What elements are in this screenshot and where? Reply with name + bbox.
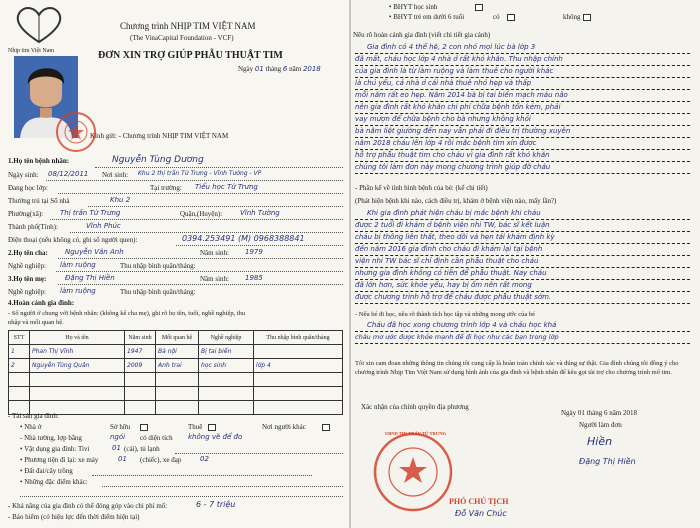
stamp-title: PHÓ CHỦ TỊCH — [449, 497, 509, 506]
school-value: Tiểu học Tứ Trưng — [195, 183, 258, 191]
mother-label: 3.Họ tên mẹ: — [8, 275, 47, 283]
ward-value: Thị trấn Tứ Trưng — [60, 209, 121, 217]
wall-label: - Nhà tường, lợp bằng — [20, 434, 82, 442]
own-checkbox[interactable] — [140, 424, 148, 431]
rent-label: Thuê — [188, 423, 203, 431]
ward-label: Phường(xã): — [8, 210, 44, 218]
father-job: làm ruộng — [60, 261, 96, 269]
logo-text: Nhịp tim Việt Nam — [8, 48, 55, 54]
aspiration-label: - Nếu bé đi học, nêu rõ thành tích học tập và những mong ước của bé — [355, 311, 535, 318]
possession-rest: (cái), tủ lạnh — [124, 445, 160, 453]
table-row — [9, 387, 343, 401]
school-prefix: Tại trường: — [150, 184, 182, 192]
aspiration-line2: cháu mơ ước được khỏe mạnh để đi học như các bạn trong lớp — [355, 333, 559, 341]
contribution-value: 6 - 7 triệu — [196, 500, 236, 509]
address-label: Thường trú tại Số nhà — [8, 197, 70, 205]
own-label: Sở hữu — [110, 423, 131, 431]
district-label: Quận,(Huyện): — [180, 210, 223, 218]
phone-value: 0394.253491 (M) 0968388841 — [182, 234, 305, 243]
table-row — [9, 373, 343, 387]
table-row: 1 Phan Thị Vĩnh 1947 Bà nội Bị tai biến — [9, 345, 343, 359]
address-value: Khu 2 — [110, 196, 131, 204]
birthplace-value: Khu 2 thị trấn Tứ Trưng - Vĩnh Tường - VP — [138, 170, 262, 177]
possession-label: • Vật dụng gia đình: Tivi — [20, 445, 90, 453]
stamp-signer: Đỗ Văn Chúc — [455, 509, 507, 518]
tv-qty: 01 — [112, 444, 121, 452]
insurance-label: - Bảo hiểm (có hiệu lực đến thời điểm hiện tại) — [8, 513, 140, 521]
no-label: không — [563, 13, 581, 21]
mother-job-label: Nghề nghiệp: — [8, 288, 46, 296]
house-label: • Nhà ở — [20, 423, 42, 431]
yes-label: có — [493, 13, 500, 21]
area-label: có diện tích — [140, 434, 173, 442]
family-table — [8, 330, 343, 415]
aspiration-line1: Cháu đã học xong chương trình lớp 4 và cháu học khá — [367, 321, 557, 329]
addressee: Kính gửi: - Chương trình NHỊP TIM VIỆT NAM — [90, 132, 229, 140]
situation-note: Nêu rõ hoàn cảnh gia đình (viết chi tiết gia cảnh) — [353, 31, 491, 39]
sign-date: Ngày 01 tháng 6 năm 2018 — [561, 409, 638, 417]
local-confirm-label: Xác nhận của chính quyền địa phương — [361, 403, 469, 411]
patient-header: 1.Họ tên bệnh nhân: — [8, 157, 70, 165]
dob-label: Ngày sinh: — [8, 171, 39, 179]
family-line2: nhập và mối quan hệ. — [8, 319, 64, 326]
applicant-signature: Hiền — [587, 435, 613, 448]
birthplace-label: Nơi sinh: — [102, 171, 129, 179]
district-value: Vĩnh Tường — [240, 209, 280, 217]
wall-value: ngói — [110, 433, 126, 441]
family-table-header: STT Họ và tên Năm sinh Mối quan hệ Nghề nghiệp Thu nhập bình quân/tháng — [9, 331, 343, 345]
form-right-page: • BHYT học sinh • BHYT trẻ em dưới 6 tuổi có không Nêu rõ hoàn cảnh gia đình (viết chi tiết gia cảnh) Gia đình có 4 thế hệ, 2 con nhỏ mọi lúc bà lớp 3 đã mất, cháu học lớp 4 nhà ở rất khó khăn. Thu nhập chính của gia đình là từ làm ruộng và làm thuê cho người khác là chủ yếu, cả nhà ở cái nhà thuê nhỏ hẹp và thấp mỗi năm rất eo hẹp. Năm 2014 bà bị tai biến mạch máu não nên gia đình rất khó khăn chi phí chữa bệnh tốn kém, phải vay mượn để chữa bệnh cho bà nhưng không khỏi bà nằm liệt giường đến nay vẫn phải đi điều trị thường xuyên năm 2018 cháu lên lớp 4 rồi mắc bệnh tim xin được hỗ trợ phẫu thuật tim cho cháu vì gia đình rất khó khăn chúng tôi làm đơn này mong chương trình giúp đỡ cháu - Phần kể về tình hình bệnh của bé: (kể chi tiết) (Phát hiện bệnh khi nào, cách điều trị, khám ở bệnh viện nào, mấy lần?) Khi gia đình phát hiện cháu bị mắc bệnh khi cháu được 2 tuổi đi khám ở bệnh viện nhi TW, bác sĩ kết luận cháu bị thông liên thất, theo dõi và hẹn tái khám định kỳ đến năm 2016 gia đình cho cháu đi khám lại tại bệnh viện nhi TW bác sĩ chỉ định cần phẫu thuật cho cháu nhưng gia đình không có tiền để phẫu thuật. Nay cháu đã lớn hơn, sức khỏe yếu, hay bị ốm nên rất mong được chương trình hỗ trợ để cháu được phẫu thuật sớm. - Nếu bé đi học, nêu rõ thành tích học tập và những mong ước của bé Cháu đã học xong chương trình lớp 4 và cháu học khá cháu mơ ước được khỏe mạnh để đi học như các bạn trong lớp Tôi xin cam đoan những thông tin chúng tôi cung cấp là hoàn toàn chính xác và đúng sự thật. Gia đình chúng tôi đồng ý cho chương trình Nhịp Tim Việt Nam sử dụng hình ảnh của gia đình và bệnh nhân để kêu gọi tài trợ cho chương trình mổ tim. Xác nhận của chính quyền địa phương Ngày 01 tháng 6 năm 2018 Người làm đơn Hiền Đặng Thị Hiền UBND THỊ TRẤN TỨ TRƯNG PHÓ CHỦ TỊCH Đỗ Văn Chúc — [351, 0, 700, 528]
rent-checkbox[interactable] — [208, 424, 216, 431]
land-label: • Đất đai/cây trồng — [20, 467, 73, 475]
school-label: Đang học lớp: — [8, 184, 48, 192]
bhyt-under6-label: • BHYT trẻ em dưới 6 tuổi — [389, 13, 465, 21]
official-seal-icon — [371, 430, 455, 514]
motorbike-qty: 01 — [118, 455, 127, 463]
foundation-name: (The VinaCapital Foundation - VCF) — [130, 34, 234, 42]
city-value: Vĩnh Phúc — [86, 222, 121, 230]
area-value: không vẽ để đo — [188, 433, 243, 441]
father-name: Nguyễn Văn Anh — [65, 248, 124, 256]
form-date: Ngày 01 tháng 6 năm 2018 — [238, 65, 321, 73]
program-name: Chương trình NHỊP TIM VIỆT NAM — [120, 21, 256, 31]
heart-logo-icon — [10, 2, 68, 48]
special-label: • Những đặc điểm khác: — [20, 478, 88, 486]
bike-qty: 02 — [200, 455, 209, 463]
no-checkbox[interactable] — [583, 14, 591, 21]
discovery-hint: (Phát hiện bệnh khi nào, cách điều trị, khám ở bệnh viện nào, mấy lần?) — [355, 197, 557, 205]
father-income-label: Thu nhập bình quân/tháng: — [120, 262, 196, 270]
family-header-visible: 4.Hoàn cảnh gia đình: — [8, 299, 75, 307]
discovery-label: - Phần kể về tình hình bệnh của bé: (kể chi tiết) — [355, 184, 488, 192]
declaration-text: Tôi xin cam đoan những thông tin chúng tôi cung cấp là hoàn toàn chính xác và đúng sự thật. Gia đình chúng tôi đồng ý cho chương trình Nhịp Tim Việt Nam sử dụng hình ảnh của gia đình và bệnh nhân để kêu gọi tài trợ cho chương trình mổ tim. — [355, 360, 679, 376]
form-left-page — [0, 0, 349, 528]
father-year: 1979 — [245, 248, 263, 256]
bhyt-student-label: • BHYT học sinh — [389, 3, 438, 11]
family-line1: - Số người ở chung với bệnh nhân: (không kể cha mẹ), ghi rõ họ tên, tuổi, nghề nghiệp, thu — [8, 310, 246, 317]
mother-income-label: Thu nhập bình quân/tháng: — [120, 288, 196, 296]
mother-year: 1985 — [245, 274, 263, 282]
mother-name: Đặng Thị Hiền — [65, 274, 115, 282]
bhyt-student-checkbox[interactable] — [475, 4, 483, 11]
applicant-name: Đặng Thị Hiền — [579, 457, 636, 466]
father-year-label: Năm sinh: — [200, 249, 229, 257]
father-label: 2.Họ tên cha: — [8, 249, 48, 257]
other-checkbox[interactable] — [322, 424, 330, 431]
vehicle-label: • Phương tiện đi lại: xe máy — [20, 456, 99, 464]
bike-label: (chiếc), xe đạp — [140, 456, 182, 464]
form-title: ĐƠN XIN TRỢ GIÚP PHẪU THUẬT TIM — [98, 50, 283, 61]
assets-header: - Tài sản gia đình: — [8, 412, 59, 420]
table-row: 2 Nguyễn Tùng Quân 2009 Anh trai học sinh lớp 4 — [9, 359, 343, 373]
phone-label: Điện thoại (nếu không có, ghi số người quen): — [8, 236, 138, 244]
seal-text: UBND THỊ TRẤN TỨ TRƯNG — [385, 431, 447, 436]
applicant-label: Người làm đơn — [579, 421, 622, 429]
other-label: Nơi người khác — [262, 423, 306, 431]
dob-value: 08/12/2011 — [48, 170, 89, 178]
city-label: Thành phố(Tỉnh): — [8, 223, 58, 231]
contribution-label: - Khả năng của gia đình có thể đóng góp vào chi phí mổ: — [8, 502, 168, 510]
mother-year-label: Năm sinh: — [200, 275, 229, 283]
mother-job: làm ruộng — [60, 287, 96, 295]
patient-name: Nguyễn Tùng Dương — [112, 155, 204, 165]
father-job-label: Nghề nghiệp: — [8, 262, 46, 270]
yes-checkbox[interactable] — [507, 14, 515, 21]
